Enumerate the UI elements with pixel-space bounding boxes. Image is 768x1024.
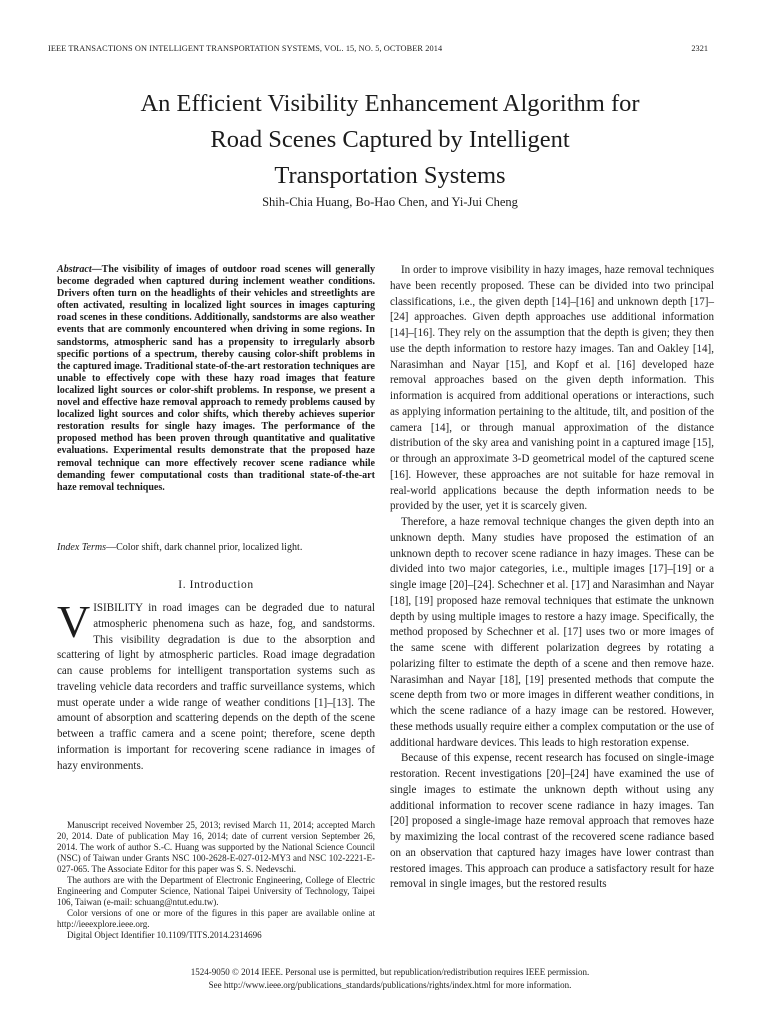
- index-terms-label: Index Terms: [57, 542, 107, 553]
- introduction-text: ISIBILITY in road images can be degraded due to natural atmospheric phenomena such as haze, fog, and sandstorms. This visibility degradation is due to the absorption and scattering of light by atmospheric particles. Road image degradation can cause problems for intelligent transportation systems such as traveling vehicle data recorders and traffic surveillance systems, which must operate under a wide range of weather conditions [1]–[13]. The amount of absorption and scattering depends on the depth of the scene between a traffic camera and a scene point; therefore, scene depth information is important for recovering scene radiance in images of hazy environments.: [57, 602, 375, 772]
- abstract-label: Abstract: [57, 264, 92, 275]
- author-list: Shih-Chia Huang, Bo-Hao Chen, and Yi-Jui Cheng: [262, 195, 518, 209]
- paper-title: [40, 86, 740, 194]
- page-number: 2321: [691, 44, 708, 53]
- index-terms: [57, 542, 375, 554]
- introduction-paragraph: [57, 596, 375, 774]
- right-column-body: [390, 263, 714, 893]
- section-heading: I. Introduction: [178, 579, 254, 591]
- title-line: An Efficient Visibility Enhancement Algorithm for: [140, 90, 640, 117]
- body-paragraph: Because of this expense, recent research has focused on single-image restoration. Recent investigations [20]–[24] have examined the use of single images to estimate the unknown depth without using any additional information to recover scene radiance in hazy images. Tan [20] proposed a single-image haze removal approach that removes haze by maximizing the local contrast of the recovered scene radiance based on an observation that captured hazy images have lower contrast than restored images. This approach can produce a satisfactory result for haze removal in single images, but the restored results: [390, 752, 714, 891]
- copyright-footer: [40, 966, 740, 991]
- journal-header: IEEE TRANSACTIONS ON INTELLIGENT TRANSPORTATION SYSTEMS, VOL. 15, NO. 5, OCTOBER 2014: [48, 44, 443, 53]
- body-paragraph: In order to improve visibility in hazy images, haze removal techniques have been recently proposed. These can be divided into two principal classifications, i.e., the given depth [14]–[16] and unknown depth [17]–[24] approaches. Given depth approaches use additional information [14]–[16]. They rely on the assumption that the depth is given; they then use the depth information to restore hazy images. Tan and Oakley [14], Narasimhan and Nayar [15], and Kopf et al. [16] developed haze removal approaches based on the given depth information. This information is acquired from additional operations or interactions, such as applying information pertaining to the altitude, tilt, and position of the camera [14], or through manual approximation of the distance distribution of the sky area and vanishing point in a captured image [15], or through an approximate 3-D geometrical model of the captured scene [16]. However, these approaches are not suitable for haze removal in real-world applications because the depth information needs to be provided by the user, yet it is scarcely given.: [390, 264, 714, 513]
- copyright-line: 1524-9050 © 2014 IEEE. Personal use is permitted, but republication/redistribution requires IEEE permission.: [190, 967, 590, 977]
- footnote-affiliation: The authors are with the Department of Electronic Engineering, College of Electric Engineering and Computer Science, National Taipei University of Technology, Taipei 106, Taiwan (e-mail: schuang@ntut.edu.tw).: [57, 875, 375, 908]
- body-paragraph: Therefore, a haze removal technique changes the given depth into an unknown depth. Many studies have proposed the estimation of an unknown depth to recover scene radiance in hazy images. These can be divided into two major categories, i.e., multiple images [17]–[19] or a single image [20]–[24]. Schechner et al. [17] and Narasimhan and Nayar [18], [19] proposed haze removal techniques that estimate the unknown depth by using multiple images to restore a hazy image. Specifically, the method proposed by Schechner et al. [17] uses two or more images of the same scene with different polarization degrees by rotating a polarizing filter to estimate the depth of a scene and then remove haze. Narasimhan and Nayar [18], [19] presented methods that compute the scene depth from two or more images in different weather conditions, in which the scene radiance of a hazy image can be restored. However, these methods usually require either a complex computation or the use of additional hardware devices. This leads to high restoration expense.: [390, 516, 714, 749]
- permissions-link-line: See http://www.ieee.org/publications_standards/publications/rights/index.html for more information.: [208, 979, 572, 990]
- index-terms-text: —Color shift, dark channel prior, localized light.: [106, 542, 303, 553]
- footnote-color-versions: Color versions of one or more of the figures in this paper are available online at http://ieeexplore.ieee.org.: [57, 908, 375, 930]
- title-line: Transportation Systems: [274, 162, 506, 189]
- footnotes: [57, 820, 375, 942]
- abstract: [57, 264, 375, 494]
- title-line: Road Scenes Captured by Intelligent: [210, 126, 570, 153]
- footnote-doi: Digital Object Identifier 10.1109/TITS.2014.2314696: [67, 930, 262, 941]
- abstract-text: —The visibility of images of outdoor road scenes will generally become degraded when captured during inclement weather conditions. Drivers often turn on the headlights of their vehicles and streetlights are often activated, resulting in localized light sources in images capturing road scenes in these conditions. Additionally, sandstorms are also weather events that are commonly encountered when driving in some regions. In sandstorms, atmospheric sand has a propensity to irregularly absorb specific portions of a spectrum, thereby causing color-shift problems in the captured image. Traditional state-of-the-art restoration techniques are unable to effectively cope with these hazy road images that feature localized light sources or color-shift problems. In response, we present a novel and effective haze removal approach to remedy problems caused by localized light sources and color shifts, which thereby achieves superior restoration results for single hazy images. The performance of the proposed method has been proven through quantitative and qualitative evaluations. Experimental results demonstrate that the proposed haze removal technique can more effectively recover scene radiance while demanding fewer computational costs than traditional state-of-the-art haze removal techniques.: [57, 264, 375, 493]
- drop-cap: V: [57, 596, 91, 647]
- footnote-manuscript: Manuscript received November 25, 2013; revised March 11, 2014; accepted March 20, 2014. Date of publication May 16, 2014; date of current version September 26, 2014. The work of author S.-C. Huang was supported by the National Science Council (NSC) of Taiwan under Grants NSC 100-2628-E-027-012-MY3 and NSC 102-2221-E-027-065. The Associate Editor for this paper was S. S. Nedevschi.: [57, 820, 375, 875]
